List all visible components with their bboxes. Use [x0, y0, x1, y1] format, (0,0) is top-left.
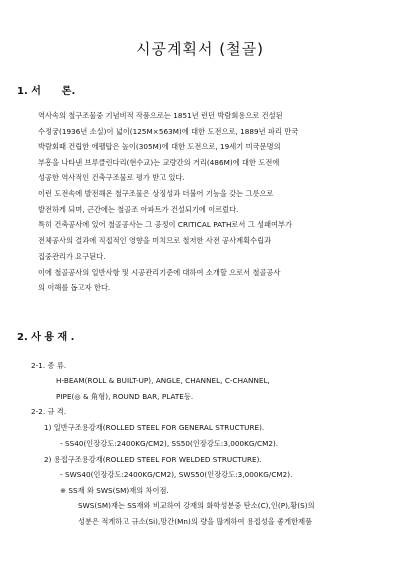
- section-2-heading: 2. 사 용 재 .: [17, 332, 75, 343]
- paragraph-line: 의 이해를 돕고자 한다.: [38, 283, 111, 292]
- paragraph-line: 집중관리가 요구된다.: [38, 252, 106, 261]
- paragraph-line: 박람회때 건립한 에펠탑은 높이(305M)에 대한 도전으로, 19세기 미국문명의: [38, 142, 281, 151]
- paragraph-line: 부흥을 나타낸 브루클린다리(현수교)는 교량간의 거리(486M)에 대한 도전에: [38, 158, 280, 167]
- document-title: 시공계획서 (철골): [136, 40, 264, 58]
- paragraph-line: 이런 도전속에 발전해온 철구조물은 상징성과 더불어 기능을 갖는 그릇으로: [38, 189, 274, 198]
- subsection-heading: 2-2. 규 격.: [31, 407, 67, 416]
- paragraph-line: 발전하게 되며, 근간에는 철골조 아파트가 건설되기에 이르렀다.: [38, 205, 239, 214]
- list-line: SWS(SM)재는 SS재와 비교하여 강재의 화학성분중 탄소(C),인(P),황(S)의: [78, 501, 315, 510]
- subsection-heading: 2-1. 종 류.: [31, 361, 67, 370]
- list-line: PIPE(◎ & 角형), ROUND BAR, PLATE등.: [56, 392, 194, 401]
- list-line: - SWS40(인장강도:2400KG/CM2), SWS50(인장강도:3,000KG/CM2).: [60, 470, 293, 479]
- paragraph-line: 전체공사의 결과에 직접적인 영향을 미치므로 철저한 사전 공사계획수립과: [38, 236, 272, 245]
- paragraph-line: 이에 철골공사의 일반사항 및 시공관리기준에 대하여 소개할 으로서 철골공사: [38, 268, 281, 277]
- paragraph-line: 역사속의 철구조물중 기념비적 작품으로는 1851년 런던 박람회용으로 건설된: [38, 111, 283, 120]
- list-line: 1) 일반구조용강재(ROLLED STEEL FOR GENERAL STRUCTURE).: [44, 423, 265, 432]
- note-line: ※ SS재 와 SWS(SM)재의 차이점.: [60, 486, 169, 495]
- list-line: - SS40(인장강도:2400KG/CM2), SS50(인장강도:3,000KG/CM2).: [60, 439, 279, 448]
- paragraph-line: 수정궁(1936년 소실)이 넓이(125M×563M)에 대한 도전으로, 1889년 파리 만국: [38, 127, 299, 136]
- list-line: 성분은 적게하고 규소(Si),망간(Mn)의 량을 많게하여 용접성을 좋게한제품: [78, 517, 313, 526]
- section-1-heading: 1. 서 론.: [17, 86, 76, 97]
- paragraph-line: 성공한 역사적인 건축구조물로 평가 받고 있다.: [38, 173, 185, 182]
- paragraph-line: 특히 건축공사에 있어 철골공사는 그 공정이 CRITICAL PATH로서 그 성패여부가: [38, 220, 293, 229]
- list-line: H-BEAM(ROLL & BUILT-UP), ANGLE, CHANNEL, C-CHANNEL,: [56, 376, 270, 385]
- list-line: 2) 용접구조용강재(ROLLED STEEL FOR WELDED STRUCTURE).: [44, 455, 262, 464]
